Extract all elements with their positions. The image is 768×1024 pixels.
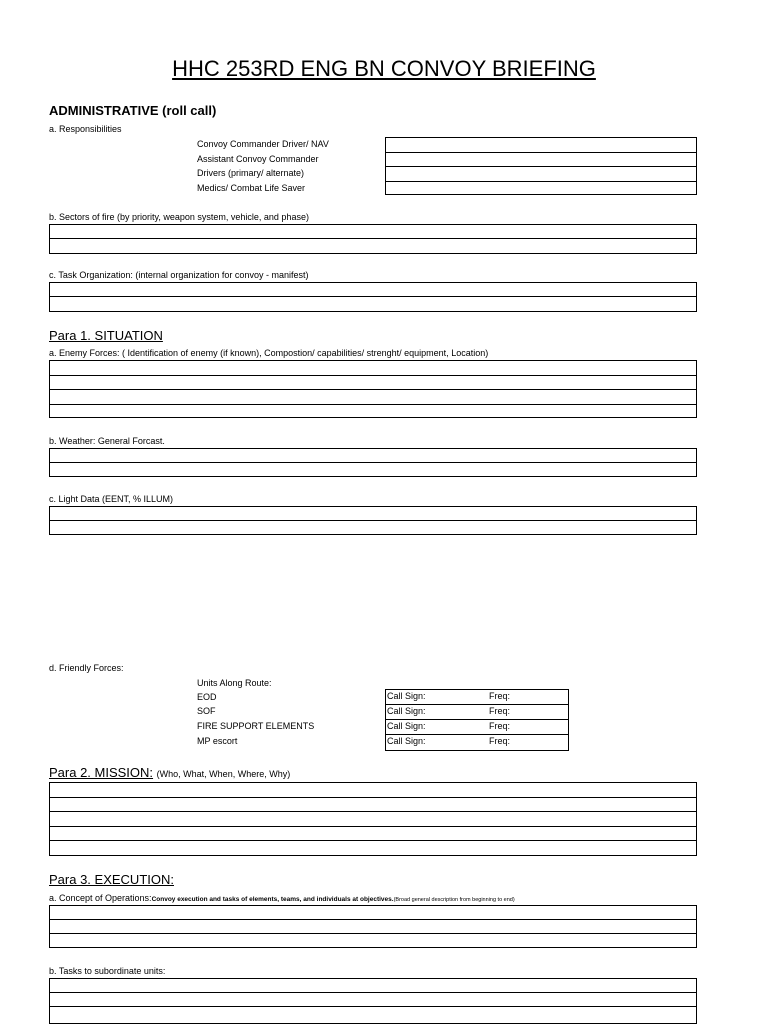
responsibility-input-row[interactable] — [386, 138, 696, 153]
enemy-forces-box[interactable] — [49, 360, 697, 418]
light-input-row[interactable] — [50, 507, 696, 521]
responsibility-item: Medics/ Combat Life Saver — [197, 183, 306, 193]
tasks-input-row[interactable] — [50, 1007, 696, 1023]
sectors-of-fire-label: b. Sectors of fire (by priority, weapon system, vehicle, and phase) — [49, 212, 309, 222]
task-org-input-row[interactable] — [50, 297, 696, 311]
tasks-input-row[interactable] — [50, 993, 696, 1007]
concept-of-operations-label — [49, 893, 515, 903]
mission-input-row[interactable] — [50, 798, 696, 813]
tasks-subordinate-box[interactable] — [49, 978, 697, 1024]
weather-label: b. Weather: General Forcast. — [49, 436, 165, 446]
call-sign-table — [385, 689, 569, 751]
situation-heading-text: Para 1. SITUATION — [49, 328, 163, 343]
unit-label: MP escort — [197, 736, 238, 746]
call-sign-row[interactable] — [386, 720, 568, 735]
mission-box[interactable] — [49, 782, 697, 856]
responsibility-input-row[interactable] — [386, 167, 696, 182]
concept-input-row[interactable] — [50, 934, 696, 947]
unit-label: SOF — [197, 706, 216, 716]
call-sign-row[interactable] — [386, 735, 568, 750]
freq-label: Freq: — [489, 736, 511, 746]
concept-input-row[interactable] — [50, 920, 696, 934]
tasks-input-row[interactable] — [50, 979, 696, 993]
light-input-row[interactable] — [50, 521, 696, 534]
concept-of-operations-box[interactable] — [49, 905, 697, 948]
concept-input-row[interactable] — [50, 906, 696, 920]
enemy-input-row[interactable] — [50, 376, 696, 391]
task-organization-label: c. Task Organization: (internal organization for convoy - manifest) — [49, 270, 309, 280]
unit-label: EOD — [197, 692, 217, 702]
responsibility-item: Convoy Commander Driver/ NAV — [197, 139, 329, 149]
mission-subtitle: (Who, What, When, Where, Why) — [156, 769, 291, 779]
mission-input-row[interactable] — [50, 827, 696, 842]
call-sign-label: Call Sign: — [387, 736, 426, 746]
enemy-input-row[interactable] — [50, 361, 696, 376]
friendly-forces-label: d. Friendly Forces: — [49, 663, 124, 673]
execution-heading-text: Para 3. EXECUTION: — [49, 872, 174, 887]
tasks-subordinate-label: b. Tasks to subordinate units: — [49, 966, 166, 976]
weather-box[interactable] — [49, 448, 697, 477]
light-data-label: c. Light Data (EENT, % ILLUM) — [49, 494, 174, 504]
responsibility-input-row[interactable] — [386, 182, 696, 195]
sectors-of-fire-box[interactable] — [49, 224, 697, 254]
concept-label-text: a. Concept of Operations: — [49, 893, 152, 903]
execution-heading — [49, 872, 174, 887]
document-title: HHC 253RD ENG BN CONVOY BRIEFING — [172, 56, 596, 81]
administrative-heading: ADMINISTRATIVE (roll call) — [49, 103, 217, 118]
concept-note-text: (Broad general description from beginning to end) — [393, 897, 515, 903]
call-sign-row[interactable] — [386, 690, 568, 705]
mission-heading-text: Para 2. MISSION: — [49, 765, 154, 780]
freq-label: Freq: — [489, 706, 511, 716]
enemy-forces-label: a. Enemy Forces: ( Identification of enemy (if known), Compostion/ capabilities/ strenght/ equipment, Location) — [49, 348, 489, 358]
sectors-input-row[interactable] — [50, 239, 696, 253]
mission-input-row[interactable] — [50, 841, 696, 855]
mission-input-row[interactable] — [50, 783, 696, 798]
mission-input-row[interactable] — [50, 812, 696, 827]
situation-heading — [49, 328, 163, 343]
call-sign-row[interactable] — [386, 705, 568, 720]
task-org-input-row[interactable] — [50, 283, 696, 297]
call-sign-label: Call Sign: — [387, 691, 426, 701]
responsibility-item: Assistant Convoy Commander — [197, 154, 319, 164]
responsibility-input-row[interactable] — [386, 153, 696, 168]
weather-input-row[interactable] — [50, 449, 696, 463]
weather-input-row[interactable] — [50, 463, 696, 476]
sectors-input-row[interactable] — [50, 225, 696, 239]
units-along-route-heading: Units Along Route: — [197, 678, 272, 688]
concept-bold-text: Convoy execution and tasks of elements, teams, and individuals at objectives. — [151, 896, 394, 903]
freq-label: Freq: — [489, 721, 511, 731]
responsibilities-input-box[interactable] — [385, 137, 697, 195]
call-sign-label: Call Sign: — [387, 706, 426, 716]
freq-label: Freq: — [489, 691, 511, 701]
mission-heading — [49, 765, 290, 780]
unit-label: FIRE SUPPORT ELEMENTS — [197, 721, 315, 731]
call-sign-label: Call Sign: — [387, 721, 426, 731]
light-data-box[interactable] — [49, 506, 697, 535]
enemy-input-row[interactable] — [50, 390, 696, 405]
responsibility-item: Drivers (primary/ alternate) — [197, 168, 305, 178]
enemy-input-row[interactable] — [50, 405, 696, 418]
task-organization-box[interactable] — [49, 282, 697, 312]
responsibilities-label: a. Responsibilities — [49, 124, 122, 134]
